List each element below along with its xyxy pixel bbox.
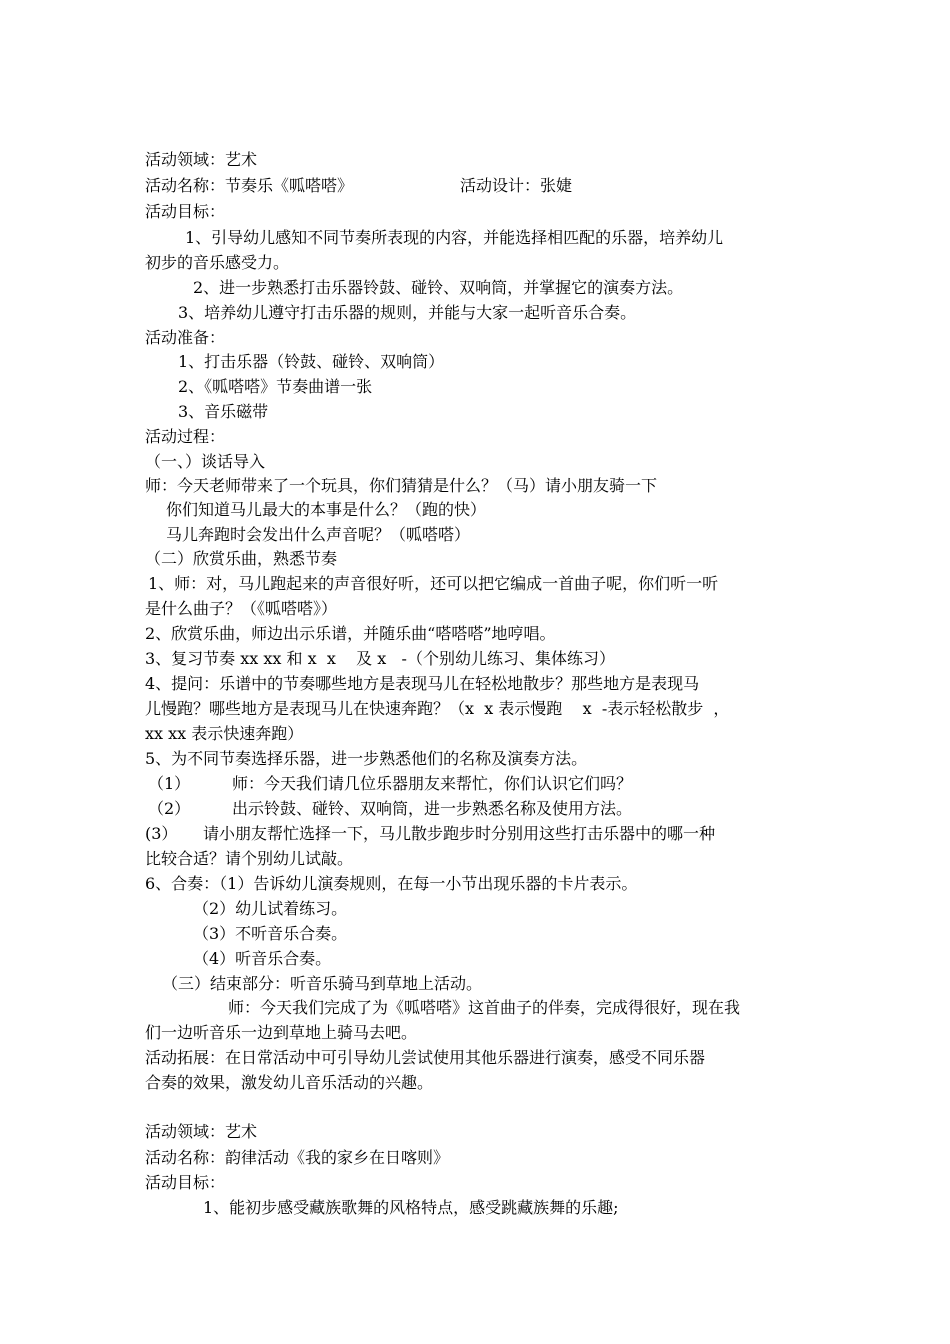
doc1-step-5-2: 出示铃鼓、碰铃、双响筒，进一步熟悉名称及使用方法。 [232,799,633,818]
doc1-step-6-2: （2）幼儿试着练习。 [193,899,348,918]
doc1-step-4b: 儿慢跑？哪些地方是表现马儿在快速奔跑？（x x 表示慢跑 x -表示轻松散步 ， [145,699,730,718]
doc2-goal-1: 1、能初步感受藏族歌舞的风格特点，感受跳藏族舞的乐趣; [203,1198,619,1217]
doc1-step-5-3: 请小朋友帮忙选择一下，马儿散步跑步时分别用这些打击乐器中的哪一种 [203,824,716,843]
doc1-goals-heading: 活动目标： [145,202,226,221]
doc2-domain-line: 活动领域：艺术 [145,1122,258,1141]
doc1-prep-2: 2、《呱嗒嗒》节奏曲谱一张 [178,377,373,396]
doc1-step-5-3b: 比较合适？请个别幼儿试敲。 [145,849,354,868]
doc1-prep-3: 3、音乐磁带 [178,402,269,421]
doc1-goal-2: 2、进一步熟悉打击乐器铃鼓、碰铃、双响筒，并掌握它的演奏方法。 [193,278,684,297]
doc1-step-4c: xx xx 表示快速奔跑） [145,724,304,743]
doc1-step-3: 3、复习节奏 xx xx 和 x x 及 x -（个别幼儿练习、集体练习） [145,649,615,668]
doc1-name-line: 活动名称：节奏乐《呱嗒嗒》 [145,176,354,195]
doc1-part1-title: （一、）谈话导入 [145,452,266,471]
doc1-prep-heading: 活动准备： [145,328,226,347]
doc1-talk-2: 你们知道马儿最大的本事是什么？（跑的快） [166,500,487,519]
doc1-step-6-4: （4）听音乐合奏。 [193,949,332,968]
doc2-name-line: 活动名称：韵律活动《我的家乡在日喀则》 [145,1148,450,1167]
doc1-ending-1a: 师：今天我们完成了为《呱嗒嗒》这首曲子的伴奏，完成得很好，现在我 [228,998,741,1017]
doc1-goal-1b: 初步的音乐感受力。 [145,253,290,272]
doc1-step-2: 2、欣赏乐曲，师边出示乐谱，并随乐曲“嗒嗒嗒”地哼唱。 [145,624,556,643]
doc1-step-1b: 是什么曲子？（《呱嗒嗒》） [145,599,338,618]
doc1-extension-b: 合奏的效果，激发幼儿音乐活动的兴趣。 [145,1073,434,1092]
doc1-extension-a: 活动拓展：在日常活动中可引导幼儿尝试使用其他乐器进行演奏，感受不同乐器 [145,1048,706,1067]
doc1-designer-line: 活动设计：张婕 [460,176,573,195]
doc1-part2-title: （二）欣赏乐曲，熟悉节奏 [145,549,338,568]
doc1-step-5-1: 师：今天我们请几位乐器朋友来帮忙，你们认识它们吗？ [232,774,633,793]
doc1-step-5-3-number: (3） [145,824,178,843]
doc1-talk-3: 马儿奔跑时会发出什么声音呢？（呱嗒嗒） [166,525,471,544]
doc1-part3-title: （三）结束部分：听音乐骑马到草地上活动。 [162,974,483,993]
doc1-step-6: 6、合奏：（1）告诉幼儿演奏规则，在每一小节出现乐器的卡片表示。 [145,874,638,893]
doc1-step-6-3: （3）不听音乐合奏。 [193,924,348,943]
doc1-goal-3: 3、培养幼儿遵守打击乐器的规则，并能与大家一起听音乐合奏。 [178,303,637,322]
doc1-ending-1b: 们一边听音乐一边到草地上骑马去吧。 [145,1023,418,1042]
doc1-goal-1a: 1、引导幼儿感知不同节奏所表现的内容，并能选择相匹配的乐器，培养幼儿 [185,228,724,247]
doc1-step-1a: 1、师：对，马儿跑起来的声音很好听，还可以把它编成一首曲子呢，你们听一听 [148,574,719,593]
doc1-step-4a: 4、提问：乐谱中的节奏哪些地方是表现马儿在轻松地散步？那些地方是表现马 [145,674,700,693]
doc1-talk-1: 师：今天老师带来了一个玩具，你们猜猜是什么？（马）请小朋友骑一下 [145,476,658,495]
doc1-step-5-2-number: （2） [148,799,191,818]
doc1-prep-1: 1、打击乐器（铃鼓、碰铃、双响筒） [178,352,445,371]
doc1-process-heading: 活动过程： [145,427,226,446]
doc1-step-5: 5、为不同节奏选择乐器，进一步熟悉他们的名称及演奏方法。 [145,749,588,768]
doc1-step-5-1-number: （1） [148,774,191,793]
doc1-domain-line: 活动领域：艺术 [145,150,258,169]
doc2-goals-heading: 活动目标： [145,1173,226,1192]
